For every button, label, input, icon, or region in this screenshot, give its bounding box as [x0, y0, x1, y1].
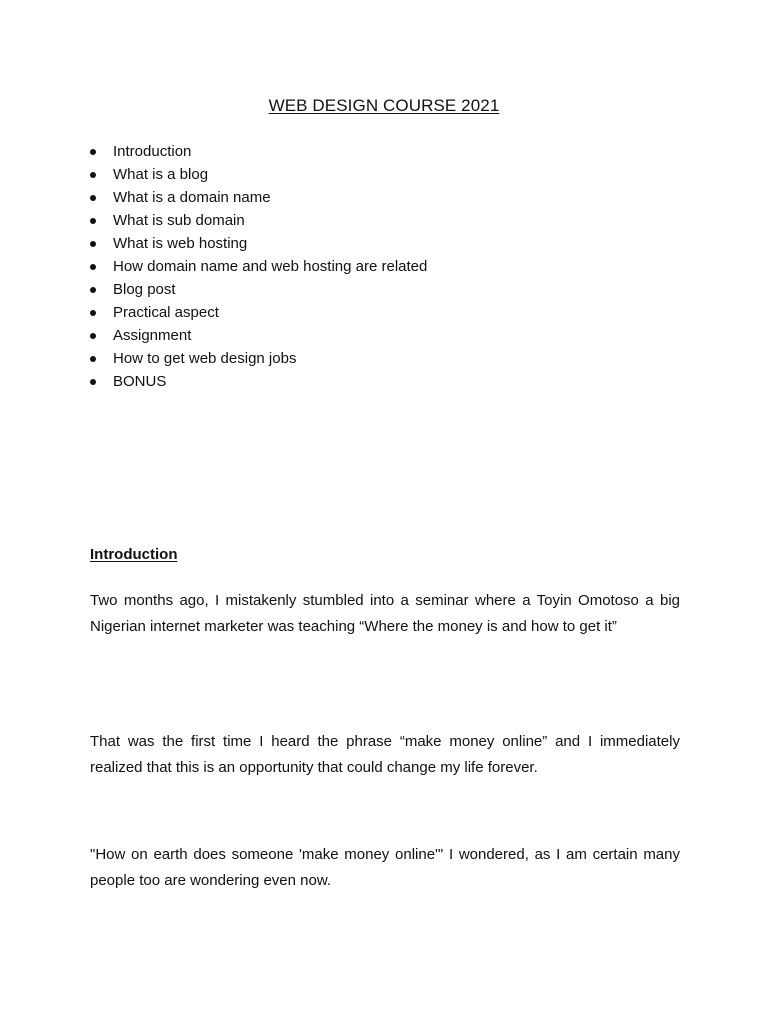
bullet-icon: [90, 149, 96, 155]
intro-paragraph-1: Two months ago, I mistakenly stumbled into a seminar where a Toyin Omotoso a big Nigerian internet marketer was teaching “Where the money is and how to get it”: [90, 592, 680, 635]
bullet-icon: [90, 356, 96, 362]
toc-item-web-design-jobs: [90, 349, 427, 372]
toc-item-bonus: [90, 372, 427, 395]
toc-item-blog-post: [90, 280, 427, 303]
section-heading-introduction: Introduction: [90, 546, 178, 563]
intro-paragraph-3: "How on earth does someone 'make money online'" I wondered, as I am certain many people too are wondering even now.: [90, 846, 680, 889]
toc-item-label: Blog post: [113, 281, 176, 298]
toc-item-label: Assignment: [113, 327, 192, 344]
table-of-contents: [90, 142, 427, 395]
bullet-icon: [90, 310, 96, 316]
intro-paragraph-2: That was the first time I heard the phrase “make money online” and I immediately realized that this is an opportunity that could change my life forever.: [90, 733, 680, 776]
bullet-icon: [90, 172, 96, 178]
toc-item-what-is-a-domain-name: [90, 188, 427, 211]
toc-item-assignment: [90, 326, 427, 349]
toc-item-what-is-a-blog: [90, 165, 427, 188]
toc-item-what-is-sub-domain: [90, 211, 427, 234]
toc-item-label: How to get web design jobs: [113, 350, 297, 367]
toc-item-label: What is a blog: [113, 166, 209, 183]
toc-item-label: What is web hosting: [113, 235, 248, 252]
toc-item-what-is-web-hosting: [90, 234, 427, 257]
toc-item-label: How domain name and web hosting are related: [113, 258, 428, 275]
toc-item-practical-aspect: [90, 303, 427, 326]
toc-item-label: Practical aspect: [113, 304, 219, 321]
toc-item-domain-and-hosting-related: [90, 257, 427, 280]
bullet-icon: [90, 287, 96, 293]
bullet-icon: [90, 379, 96, 385]
toc-item-label: Introduction: [113, 143, 192, 160]
bullet-icon: [90, 218, 96, 224]
bullet-icon: [90, 195, 96, 201]
toc-item-introduction: [90, 142, 427, 165]
toc-item-label: What is sub domain: [113, 212, 245, 229]
bullet-icon: [90, 333, 96, 339]
bullet-icon: [90, 264, 96, 270]
bullet-icon: [90, 241, 96, 247]
toc-item-label: BONUS: [113, 373, 167, 390]
document-title: WEB DESIGN COURSE 2021: [268, 96, 500, 115]
toc-item-label: What is a domain name: [113, 189, 271, 206]
